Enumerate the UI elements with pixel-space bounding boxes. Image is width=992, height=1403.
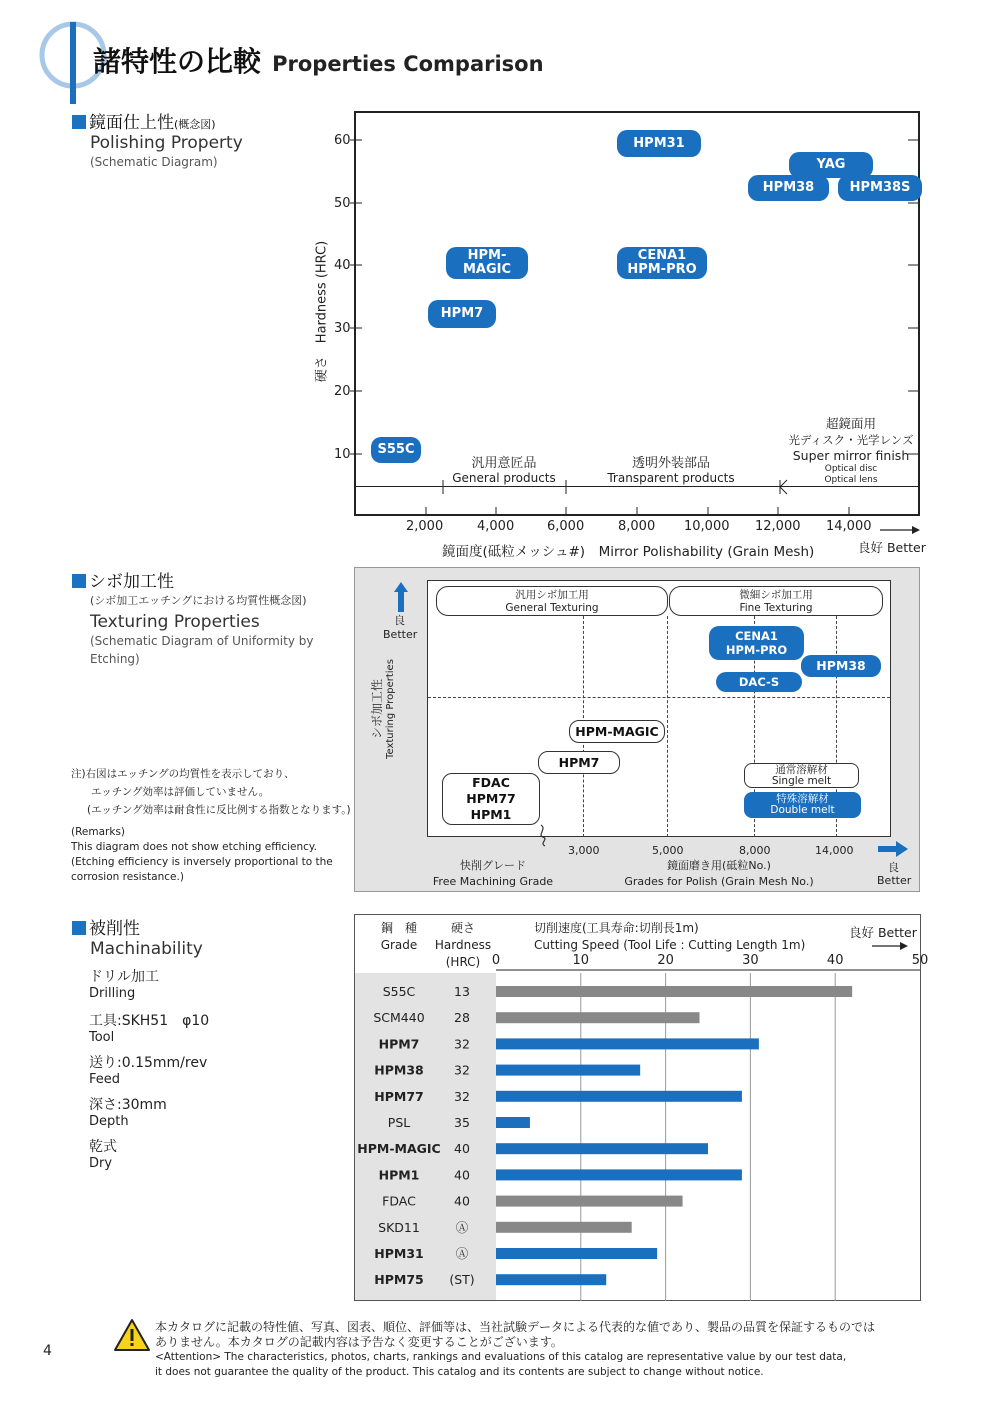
texturing-x-good: 良 xyxy=(888,861,899,874)
grade-pill-hpm38: HPM38 xyxy=(748,175,829,201)
polishing-heading xyxy=(72,108,243,171)
hardness-label: Ⓐ xyxy=(455,1246,469,1261)
bar xyxy=(496,1196,683,1207)
note-en-line: corrosion resistance.) xyxy=(71,871,184,883)
polishing-x-label xyxy=(442,540,814,560)
cutting-speed-chart xyxy=(354,950,929,1301)
y-label-en: Hardness (HRC) xyxy=(314,240,330,344)
texturing-note-jp xyxy=(71,765,351,819)
grade-label: HPM75 xyxy=(374,1272,424,1288)
fine-en: Fine Texturing xyxy=(739,602,813,614)
mirror-use-jp: 超鏡面用 xyxy=(825,416,876,431)
page-number: 4 xyxy=(43,1343,52,1359)
category-mirror xyxy=(784,416,918,486)
texturing-heading xyxy=(72,567,313,668)
page-title-en: Properties Comparison xyxy=(272,52,544,76)
grade-label: HPM38 xyxy=(374,1062,424,1078)
right-arrow-icon xyxy=(878,841,908,857)
polishing-heading-en: Polishing Property xyxy=(90,133,243,153)
machinability-heading-en: Machinability xyxy=(90,939,203,959)
polishing-better-label: 良好 Better xyxy=(858,540,926,555)
texturing-note-en xyxy=(71,825,333,885)
double-melt-box xyxy=(744,792,861,818)
attention-jp2: ありません。本カタログの記載内容は予告なく変更することがございます。 xyxy=(155,1335,563,1349)
guide-line-horizontal xyxy=(428,697,890,698)
grade-label: HPM31 xyxy=(374,1246,424,1261)
grades-polish-jp: 鏡面磨き用(砥粒No.) xyxy=(667,859,771,872)
category-transparent-en: Transparent products xyxy=(607,471,735,485)
guide-line-5000 xyxy=(667,616,668,837)
note-jp-line: 注)右図はエッチングの均質性を表示しており、 xyxy=(71,768,295,780)
category-general xyxy=(448,452,560,485)
condition-jp: ドリル加工 xyxy=(89,969,159,985)
col-hard-en: Hardness xyxy=(434,938,492,952)
bar xyxy=(496,1169,742,1180)
polishing-heading-note: (概念図) xyxy=(174,118,216,131)
grade-label: HPM1 xyxy=(378,1167,420,1183)
category-transparent xyxy=(600,452,742,485)
bar xyxy=(496,1065,640,1076)
free-machining-en: Free Machining Grade xyxy=(432,875,554,888)
grade-label: FDAC xyxy=(382,1193,416,1209)
single-melt-jp: 通常溶解材 xyxy=(775,764,828,776)
machinability-heading xyxy=(72,914,203,959)
polishing-y-label xyxy=(311,217,330,407)
x-label-en: Mirror Polishability (Grain Mesh) xyxy=(598,544,815,560)
tex-x-tick: 3,000 xyxy=(568,844,600,857)
machinability-better-label: 良好 Better xyxy=(849,925,917,940)
texturing-x-better: Better xyxy=(877,874,912,887)
texturing-y-label xyxy=(371,649,397,769)
grade-pill-hpm31: HPM31 xyxy=(617,130,701,157)
category-transparent-jp: 透明外装部品 xyxy=(631,456,710,471)
note-jp-line: (エッチング効率は耐食性に反比例する指数となります。) xyxy=(87,804,351,816)
bar xyxy=(496,1274,606,1285)
tex-x-tick: 5,000 xyxy=(652,844,684,857)
hardness-label: 40 xyxy=(454,1141,470,1157)
condition-en: Drilling xyxy=(89,986,136,1001)
machinability-heading-jp: 被削性 xyxy=(89,919,140,939)
y-tick: 30 xyxy=(334,321,351,336)
grade-pill-yag: YAG xyxy=(789,152,873,178)
condition-en: Tool xyxy=(89,1030,115,1045)
hardness-label: (ST) xyxy=(449,1272,475,1288)
tex-pill-cena1: CENA1 HPM-PRO xyxy=(709,626,804,660)
condition-jp: 乾式 xyxy=(89,1139,117,1155)
general-en: General Texturing xyxy=(505,602,599,614)
y-tick: 50 xyxy=(334,196,351,211)
grade-pill-cena1: CENA1 HPM-PRO xyxy=(617,247,707,279)
x-tick: 8,000 xyxy=(618,519,656,534)
grade-label: PSL xyxy=(387,1115,411,1130)
mirror-use-sub1: Optical disc xyxy=(824,464,878,474)
free-machining-jp: 快削グレード xyxy=(460,859,526,872)
x-tick: 10,000 xyxy=(684,519,730,534)
grade-label: SCM440 xyxy=(373,1010,425,1026)
mirror-use-sub2: Optical lens xyxy=(824,475,878,485)
warning-icon xyxy=(113,1318,151,1352)
single-melt-en: Single melt xyxy=(771,775,832,787)
bar xyxy=(496,1038,759,1049)
hardness-label: 35 xyxy=(454,1115,470,1130)
note-en-line: (Remarks) xyxy=(71,826,126,838)
y-tick: 40 xyxy=(334,258,351,273)
condition-jp: 工具:SKH51 φ10 xyxy=(89,1013,210,1029)
single-melt-box xyxy=(744,763,859,788)
grade-label: HPM-MAGIC xyxy=(357,1141,441,1157)
tex-pill-hpm38: HPM38 xyxy=(801,655,881,677)
attention-en1: <Attention> The characteristics, photos, charts, rankings and evaluations of this catalog are representative value by our test data, xyxy=(155,1351,847,1363)
grade-label: HPM7 xyxy=(378,1036,420,1052)
texturing-heading-jp: シボ加工性 xyxy=(89,572,174,592)
axis-break-icon xyxy=(537,823,551,847)
hardness-label: 13 xyxy=(454,984,470,999)
x-tick-label: 0 xyxy=(491,953,501,968)
better-arrow-icon xyxy=(880,524,920,536)
bar xyxy=(496,1143,708,1154)
col-hard-jp: 硬さ xyxy=(450,921,475,935)
fine-jp: 微細シボ加工用 xyxy=(739,589,813,601)
attention-en2: it does not guarantee the quality of the product. This catalog and its contents are subject to change without notice. xyxy=(155,1366,764,1378)
condition-jp: 深さ:30mm xyxy=(89,1097,167,1113)
hardness-label: 32 xyxy=(454,1088,470,1104)
grades-polish-label xyxy=(606,858,832,890)
texturing-heading-en: Texturing Properties xyxy=(90,612,260,632)
x-tick-label: 50 xyxy=(911,953,929,968)
hardness-label: 40 xyxy=(454,1193,470,1209)
speed-jp: 切削速度(工具寿命:切削長1m) xyxy=(534,921,699,935)
grade-pill-hpm-magic: HPM- MAGIC xyxy=(446,247,528,279)
col-hard-unit: (HRC) xyxy=(445,955,481,969)
x-tick-label: 30 xyxy=(742,953,759,968)
attention-jp1: 本カタログに記載の特性値、写真、図表、順位、評価等は、当社試験データによる代表的な値であり、製品の品質を保証するものでは xyxy=(155,1320,876,1334)
y-tick: 20 xyxy=(334,384,351,399)
texturing-good-label: 良 xyxy=(394,614,405,627)
grade-label: HPM77 xyxy=(374,1088,424,1104)
texturing-subheading-jp: (シボ加工エッチングにおける均質性概念図) xyxy=(90,594,307,607)
attention-text xyxy=(155,1320,875,1380)
bar xyxy=(496,1091,742,1102)
mirror-use-jp2: 光ディスク・光学レンズ xyxy=(788,433,914,447)
double-melt-en: Double melt xyxy=(770,804,835,816)
category-general-en: General products xyxy=(452,471,556,485)
condition-en: Depth xyxy=(89,1114,129,1129)
x-label-jp: 鏡面度(砥粒メッシュ#) xyxy=(442,544,586,560)
y-tick: 60 xyxy=(334,133,351,148)
bar xyxy=(496,1248,657,1259)
free-machining-label xyxy=(430,858,556,890)
up-arrow-icon xyxy=(393,582,409,612)
col-grade-jp: 鋼 種 xyxy=(380,921,417,935)
condition-en: Dry xyxy=(89,1156,113,1171)
condition-jp: 送り:0.15mm/rev xyxy=(89,1055,208,1071)
category-general-jp: 汎用意匠品 xyxy=(471,456,537,471)
fine-texturing-box xyxy=(669,586,883,616)
condition-en: Feed xyxy=(89,1072,121,1087)
hardness-label: 32 xyxy=(454,1036,470,1052)
note-jp-line: エッチング効率は評価していません。 xyxy=(91,786,270,798)
hardness-label: 40 xyxy=(454,1167,470,1183)
tex-pill-fdac: FDAC HPM77 HPM1 xyxy=(442,773,540,825)
polishing-subheading: (Schematic Diagram) xyxy=(90,155,218,169)
tex-pill-hpm-magic: HPM-MAGIC xyxy=(569,720,665,743)
x-tick: 14,000 xyxy=(826,519,872,534)
note-en-line: This diagram does not show etching efficiency. xyxy=(71,841,317,853)
bar xyxy=(496,1012,700,1023)
mirror-use-en: Super mirror finish xyxy=(792,448,910,463)
polishing-heading-jp: 鏡面仕上性 xyxy=(89,113,174,133)
grade-label: S55C xyxy=(382,984,416,999)
speed-en: Cutting Speed (Tool Life : Cutting Length 1m) xyxy=(534,938,806,952)
x-tick-label: 20 xyxy=(657,953,674,968)
page-title xyxy=(93,40,544,80)
texturing-better-label: Better xyxy=(383,628,418,641)
general-texturing-box xyxy=(436,586,668,616)
general-jp: 汎用シボ加工用 xyxy=(515,589,589,601)
bar xyxy=(496,986,852,997)
grades-polish-en: Grades for Polish (Grain Mesh No.) xyxy=(624,875,814,888)
grade-pill-hpm38s: HPM38S xyxy=(838,175,922,201)
texturing-subheading-en2: Etching) xyxy=(90,652,140,666)
x-tick: 2,000 xyxy=(406,519,444,534)
y-tick: 10 xyxy=(334,447,351,462)
double-melt-jp: 特殊溶解材 xyxy=(776,793,829,805)
y-label-jp: 硬さ xyxy=(314,356,330,383)
x-tick-label: 10 xyxy=(572,953,590,968)
texturing-subheading-en1: (Schematic Diagram of Uniformity by xyxy=(90,634,314,648)
bar xyxy=(496,1222,632,1233)
speed-header xyxy=(534,920,805,954)
bar xyxy=(496,1117,530,1128)
note-en-line: (Etching efficiency is inversely proportional to the xyxy=(71,856,333,868)
page-title-jp: 諸特性の比較 xyxy=(93,45,262,78)
y-label-jp: シボ加工性 xyxy=(370,679,384,740)
tex-pill-dacs: DAC-S xyxy=(716,672,802,692)
x-tick-label: 40 xyxy=(826,953,844,968)
hardness-label: 32 xyxy=(454,1062,470,1078)
grade-label: SKD11 xyxy=(378,1219,420,1235)
tex-x-tick: 14,000 xyxy=(815,844,854,857)
grade-pill-hpm7: HPM7 xyxy=(428,300,496,328)
col-header-grade xyxy=(370,920,428,954)
hardness-label: Ⓐ xyxy=(455,1219,469,1235)
tex-x-tick: 8,000 xyxy=(739,844,771,857)
col-grade-en: Grade xyxy=(380,938,418,952)
y-label-en: Texturing Properties xyxy=(385,659,396,759)
grade-pill-s55c: S55C xyxy=(371,437,421,463)
hardness-label: 28 xyxy=(454,1010,470,1026)
x-tick: 4,000 xyxy=(477,519,515,534)
tex-pill-hpm7: HPM7 xyxy=(538,751,620,774)
x-tick: 6,000 xyxy=(547,519,585,534)
cutting-speed-svg xyxy=(354,950,929,1301)
x-tick: 12,000 xyxy=(755,519,801,534)
machinability-conditions xyxy=(89,966,209,1178)
